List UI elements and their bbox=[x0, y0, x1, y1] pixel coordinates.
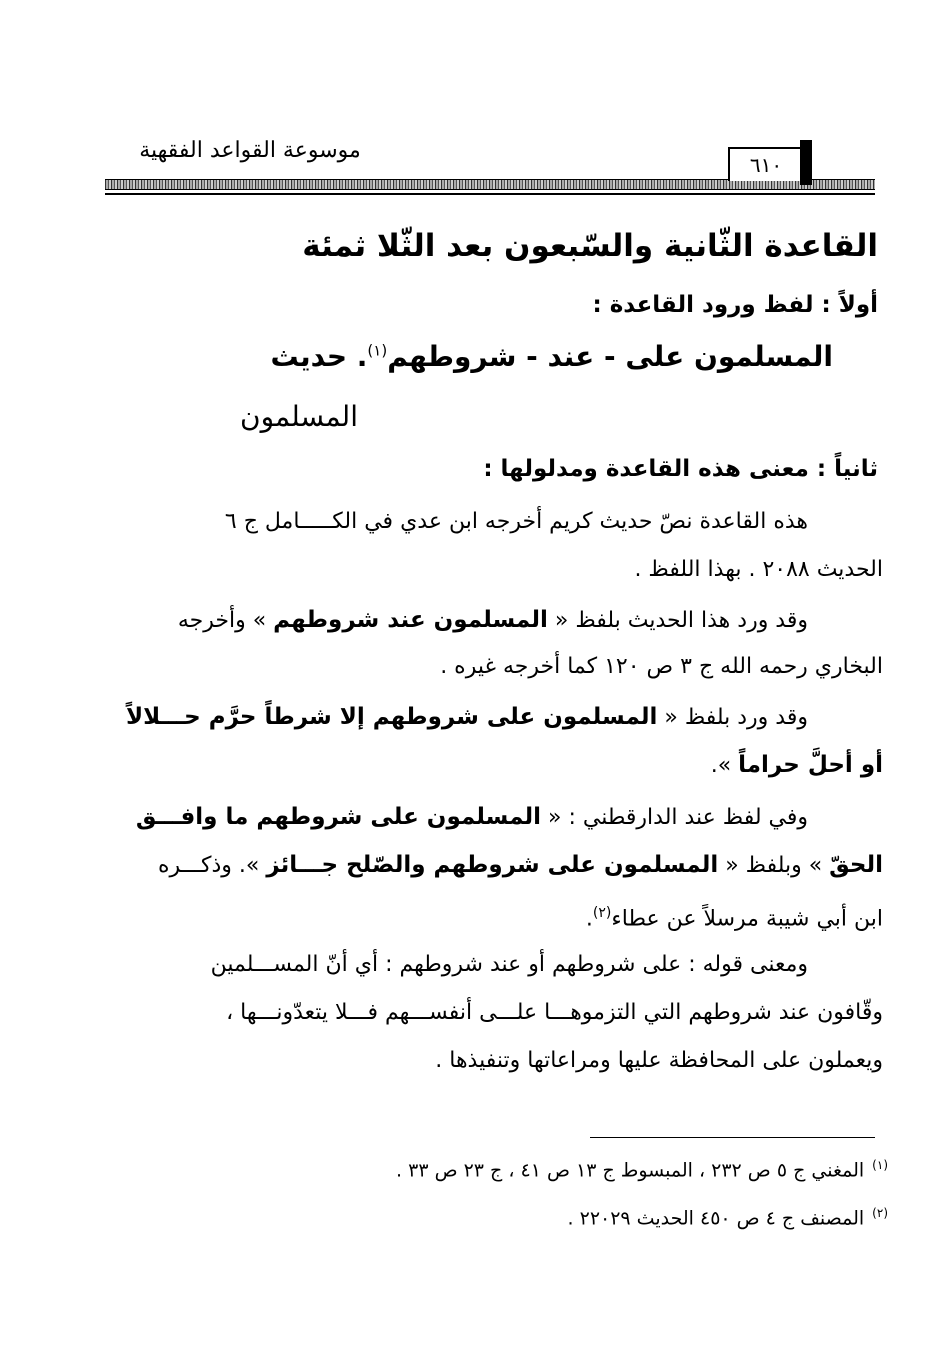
p4-quote: المسلمون على شروطهم ما وافـــق bbox=[135, 804, 542, 830]
p4-quote2: المسلمون على شروطهم والصّلح جـــائز bbox=[266, 852, 719, 878]
p1-line1: هذه القاعدة نصّ حديث كريم أخرجه ابن عدي في الكـــــامل ج ٦ bbox=[224, 509, 808, 534]
section2-heading: ثانياً : معنى هذه القاعدة ومدلولها : bbox=[483, 456, 878, 482]
page-number-box-edge bbox=[800, 140, 812, 185]
rule-text-end: . حديث bbox=[270, 340, 368, 373]
rule-heading: القاعدة الثّانية والسّبعون بعد الثّلا ثمئة bbox=[302, 228, 878, 264]
p5-line1: ومعنى قوله : على شروطهم أو عند شروطهم : أي أنّ المســـلمين bbox=[210, 952, 808, 977]
p4-text: ». وذكـــره bbox=[157, 853, 267, 878]
p3-text: وقد ورد بلفظ « bbox=[657, 705, 808, 730]
rule-text-line1 bbox=[271, 340, 834, 373]
footnote-text: المصنف ج ٤ ص ٤٥٠ الحديث ٢٢٠٢٩ . bbox=[567, 1207, 865, 1230]
p4-line1 bbox=[136, 793, 808, 842]
footnote-ref-1: (١) bbox=[367, 341, 388, 360]
p1-line2: الحديث ٢٠٨٨ . بهذا اللفظ . bbox=[634, 557, 883, 582]
p3-quote: المسلمون على شروطهم إلا شرطاً حرَّم حـــلالاً bbox=[125, 704, 658, 730]
p4-line3 bbox=[586, 889, 883, 943]
header-rule bbox=[105, 193, 875, 195]
page-number-box bbox=[728, 147, 804, 181]
p3-line2 bbox=[711, 741, 883, 790]
p2-quote: المسلمون عند شروطهم bbox=[273, 607, 548, 633]
p2-line1 bbox=[178, 596, 808, 645]
footnote-ref-2: (٢) bbox=[592, 905, 612, 921]
section1-heading: أولاً : لفظ ورود القاعدة : bbox=[592, 292, 878, 318]
p3-quote-end: أو أحلَّ حراماً bbox=[738, 752, 883, 778]
p5-line3: ويعملون على المحافظة عليها ومراعاتها وتنفيذها . bbox=[435, 1048, 883, 1073]
p4-quote-end: الحقّ bbox=[829, 852, 883, 878]
footnote-2 bbox=[568, 1206, 888, 1229]
p4-text: . bbox=[585, 906, 593, 932]
rule-text-line2: المسلمون bbox=[240, 400, 358, 433]
p2-text: » وأخرجه bbox=[177, 608, 274, 633]
footnote-1 bbox=[396, 1158, 888, 1181]
p3-line1 bbox=[126, 693, 808, 742]
rule-text: المسلمون على - عند - شروطهم bbox=[387, 340, 833, 373]
p5-line2: وقّافون عند شروطهم التي التزموهـــا علـــى أنفســـهم فـــلا يتعدّونـــها ، bbox=[226, 1000, 883, 1025]
p4-line2 bbox=[158, 841, 883, 890]
p4-text: ابن أبي شيبة مرسلاً عن عطاء bbox=[611, 906, 883, 932]
footnote-separator bbox=[590, 1137, 875, 1138]
p3-text: ». bbox=[710, 753, 739, 778]
p4-text: وفي لفظ عند الدارقطني : « bbox=[541, 805, 808, 830]
footnote-text: المغني ج ٥ ص ٢٣٢ ، المبسوط ج ١٣ ص ٤١ ، ج ٢٣ ص ٣٣ . bbox=[396, 1159, 865, 1182]
footnote-mark: (٢) bbox=[872, 1206, 888, 1220]
p4-text: » وبلفظ « bbox=[718, 853, 830, 878]
p2-text: وقد ورد هذا الحديث بلفظ « bbox=[547, 608, 808, 633]
running-title: موسوعة القواعد الفقهية bbox=[139, 138, 361, 163]
page-number: ٦١٠ bbox=[749, 153, 783, 177]
p2-line2: البخاري رحمه الله ج ٣ ص ١٢٠ كما أخرجه غيره . bbox=[440, 654, 883, 679]
footnote-mark: (١) bbox=[872, 1158, 888, 1172]
